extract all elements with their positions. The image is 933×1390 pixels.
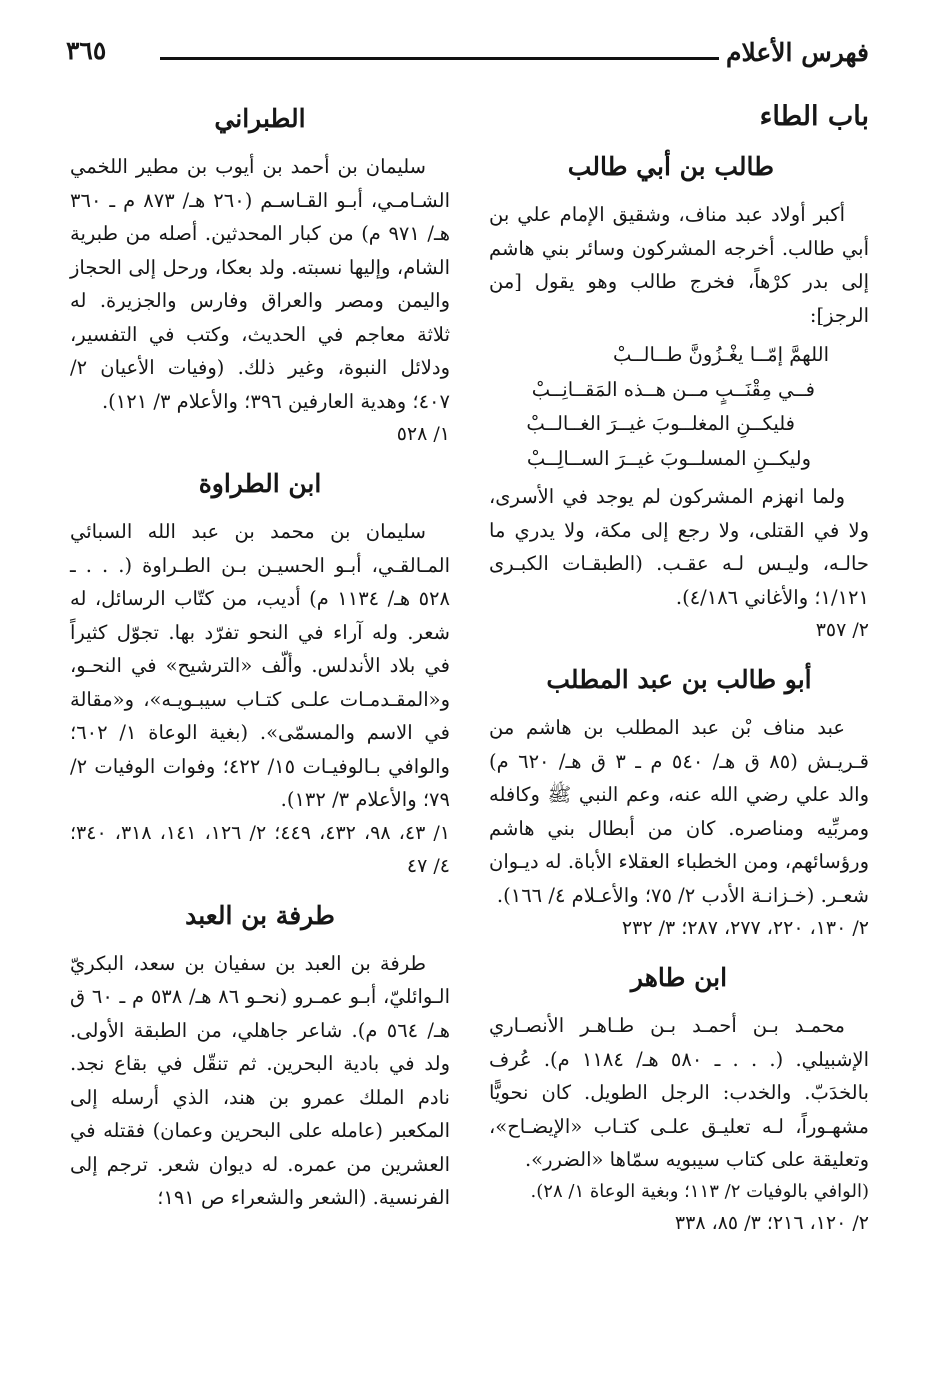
entry-body: عبد مناف بْن عبد المطلب بن هاشم من قـريـش (٨٥ ق هـ/ ٥٤٠ م ـ ٣ ق هـ/ ٦٢٠ م) والد علي رضي الله عنه، وعم النبي ﷺ وكافله ومربِّيه ومناصره. كان من أبطال بني هاشم ورؤسائهم، ومن الخطباء العقلاء الأباة. له ديـوان شعـر. (خـزانـة الأدب ٢/ ٧٥؛ والأعـلام ٤/ ١٦٦). <box>489 716 869 907</box>
entry-references: ١/ ٥٢٨ <box>396 423 450 445</box>
entry-references: ١/ ٤٣، ٩٨، ٤٣٢، ٤٤٩؛ ٢/ ١٢٦، ١٤١، ٣١٨، ٣٤٠؛ ٤/ ٤٧ <box>70 821 451 877</box>
page-number: ٣٦٥ <box>66 36 107 65</box>
poem-verses <box>489 338 869 476</box>
entry-references: ٢/ ٣٥٧ <box>815 619 869 641</box>
entry-references: ٢/ ١٢٠، ٢١٦؛ ٣/ ٨٥، ٣٣٨ <box>674 1211 869 1234</box>
entry-tabarani <box>70 102 450 451</box>
entry-ibn-tahir <box>489 961 869 1240</box>
entry-body: سليمان بن محمد بن عبد الله السبائي المـالقـي، أبـو الحسيـن بـن الطـراوة (. . . ـ ٥٢٨ هـ/ ١١٣٤ م) أديب، من كتّاب الرسائل، له شعر. وله آراء في النحو تفرّد بها. تجوّل كثيراً في بلاد الأندلس. وألّف «الترشيح» في النحـو، و«المقـدمـات علـى كتـاب سيبـويـه»، و«مقالة في الاسم والمسمّى». (بغية الوعاة ١/ ٦٠٢؛ والوافي بـالوفيـات ١٥/ ٤٢٢؛ وفوات الوفيات ٢/ ٧٩؛ والأعلام ٣/ ١٣٢). <box>70 520 450 811</box>
page-header <box>60 30 869 76</box>
entry-sources: (الوافي بالوفيات ٢/ ١١٣؛ وبغية الوعاة ١/ ٢٨). <box>530 1180 869 1202</box>
entry-heading: ابن طاهر <box>630 963 728 992</box>
entry-body: سليمان بن أحمد بن أيوب بن مطير اللخمي الشـامـي، أبـو القـاسـم (٢٦٠ هـ/ ٨٧٣ م ـ ٣٦٠ هـ/ ٩٧١ م) من كبار المحدثين. أصله من طبرية الشام، وإليها نسبته. ولد بعكا، ورحل إلى الحجاز واليمن ومصر والعراق وفارس والجزيرة. له ثلاثة معاجم في الحديث، وكتب في التفسير، ودلائل النبوة، وغير ذلك. (وفيات الأعيان ٢/ ٤٠٧؛ وهدية العارفين ٣٩٦؛ والأعلام ٣/ ١٢١). <box>70 155 451 413</box>
verse-line: فليكــنِ المغلــوبَ غيــرَ الغــالــبْ <box>526 412 795 435</box>
left-column <box>70 86 450 1215</box>
entry-ibn-altarawa <box>70 467 450 883</box>
verse-line: وليكــنِ المسلــوبَ غيــرَ الســالِــبْ <box>526 446 811 470</box>
verse-line: اللهمَّ إمّــا يغْـزُونَّ طــالــبْ <box>612 343 829 366</box>
entry-heading: طرفة بن العبد <box>185 900 335 930</box>
entry-talib <box>489 150 869 647</box>
header-rule <box>160 57 719 60</box>
running-title: فهرس الأعلام <box>725 38 869 67</box>
entry-body: محمـد بـن أحمـد بـن طـاهـر الأنصـاري الإشبيلي. (. . . ـ ٥٨٠ هـ/ ١١٨٤ م). عُرف بالخدَبّ. والخدب: الرجل الطويل. كان نحويًّا مشهـوراً، لـه تعليـق علـى كتـاب «الإيضـاح»، وتعليقة على كتاب سيبويه سمّاها «الضرر». <box>489 1014 869 1171</box>
section-title: باب الطاء <box>759 101 869 132</box>
entry-heading: الطبراني <box>214 104 306 133</box>
verse-line: فــي مِقْنَــبٍ مــن هــذه المَقــانِــبْ <box>531 377 815 401</box>
entry-abu-talib <box>489 663 869 945</box>
right-column <box>489 86 869 1240</box>
entry-heading: ابن الطراوة <box>198 469 322 498</box>
entry-body: طرفة بن العبد بن سفيان بن سعد، البكريّ الـوائليّ، أبـو عمـرو (نحـو ٨٦ هـ/ ٥٣٨ م ـ ٦٠ ق هـ/ ٥٦٤ م). شاعر جاهلي، من الطبقة الأولى. ولد في بادية البحرين. ثم تنقّل في بقاع نجد. نادم الملك عمرو بن هند، الذي أرسله إلى المكعبر (عامله على البحرين وعمان) فقتله في العشرين من عمره. له ديوان شعر. ترجم إلى الفرنسية. (الشعر والشعراء ص ١٩١؛ <box>70 951 451 1209</box>
entry-body: أكبر أولاد عبد مناف، وشقيق الإمام علي بن أبي طالب. أخرجه المشركون وسائر بني هاشم إلى بدر كرْهاً، فخرج طالب وهو يقول [من الرجز]: <box>489 203 869 327</box>
entry-heading: أبو طالب بن عبد المطلب <box>546 665 812 694</box>
entry-body-continued: ولما انهزم المشركون لم يوجد في الأسرى، ولا في القتلى، ولا رجع إلى مكة، ولا يدري ما حالـه، وليـس لـه عقـب. (الطبقـات الكبـرى ١/١٢١؛ والأغاني ٤/١٨٦). <box>489 485 869 609</box>
entry-tarafa <box>70 899 450 1215</box>
entry-heading: طالب بن أبي طالب <box>567 152 774 181</box>
entry-references: ٢/ ١٣٠، ٢٢٠، ٢٧٧، ٢٨٧؛ ٣/ ٢٣٢ <box>621 917 869 939</box>
